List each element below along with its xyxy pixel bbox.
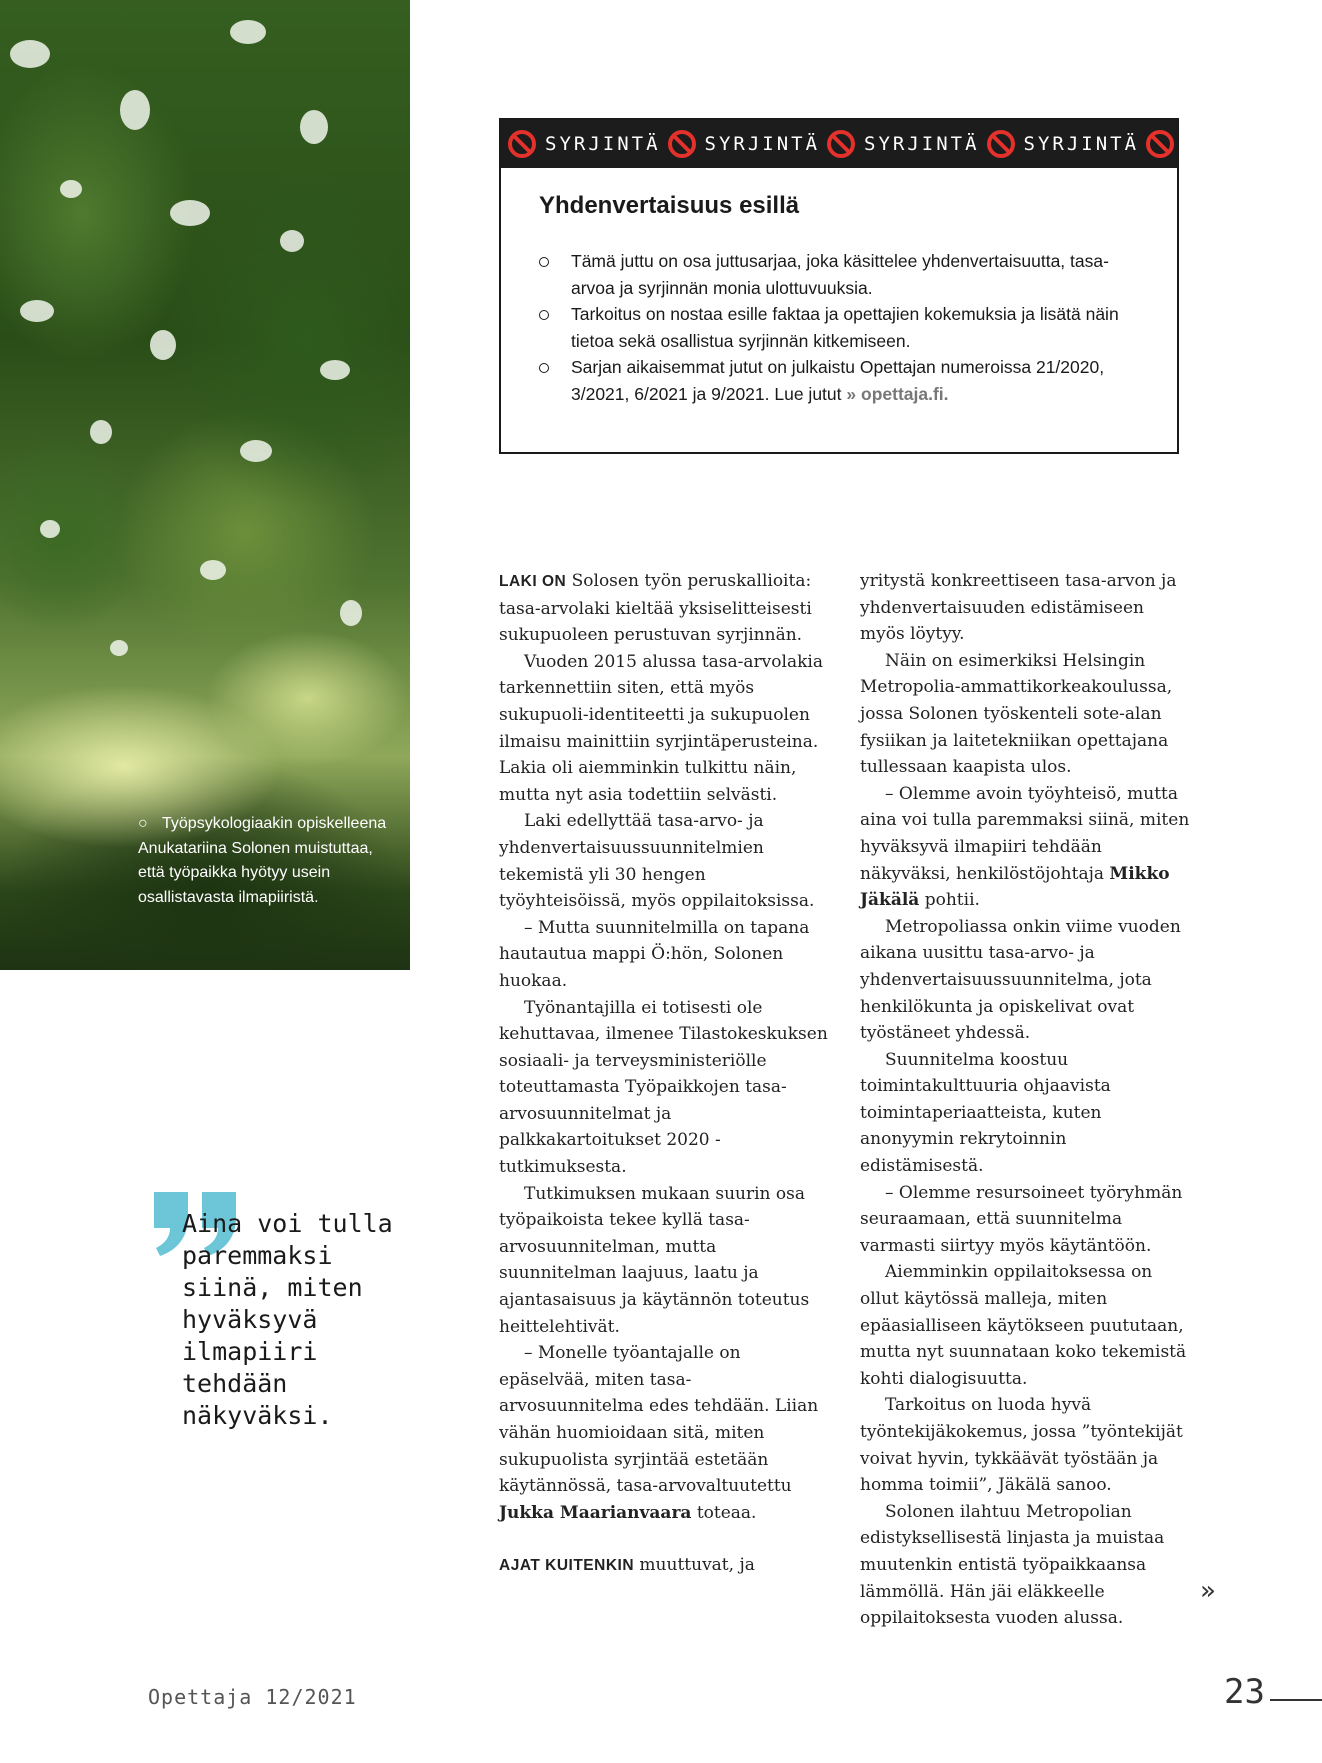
paragraph: yritystä konkreettiseen tasa-arvon ja yhdenvertaisuuden edistämiseen myös löytyy.	[860, 571, 1177, 645]
no-sign-icon	[667, 129, 697, 159]
paragraph: – Olemme avoin työyhteisö, mutta aina voi tulla paremmaksi siinä, miten hyväksyvä ilmapiiri tehdään näkyväksi, henkilöstöjohtaja Mikko Jäkälä pohtii.	[860, 783, 1190, 911]
circle-bullet-icon	[539, 310, 549, 320]
article-column-1	[499, 568, 829, 1580]
caption-bullet: ○	[138, 815, 148, 832]
cover-photo	[0, 0, 410, 970]
caption-text: Työpsykologiaakin opiskelleena Anukatariina Solonen muistuttaa, että työpaikka hyötyy usein osallistavasta ilmapiiristä.	[138, 815, 387, 906]
banner-word: SYRJINTÄ	[704, 133, 821, 155]
paragraph: LAKI ON Solosen työn peruskallioita: tasa-arvolaki kieltää yksiselitteisesti sukupuoleen perustuvan syrjinnän.	[499, 571, 812, 646]
person-name: Mikko Jäkälä	[860, 863, 1170, 911]
paragraph: – Mutta suunnitelmilla on tapana hautautua mappi Ö:hön, Solonen huokaa.	[499, 917, 810, 991]
list-item: Sarjan aikaisemmat jutut on julkaistu Opettajan numeroissa 21/2020, 3/2021, 6/2021 ja 9/2021. Lue jutut » opettaja.fi.	[539, 354, 1139, 407]
circle-bullet-icon	[539, 257, 549, 267]
syrjinta-banner	[501, 120, 1177, 168]
paragraph: AJAT KUITENKIN muuttuvat, ja	[499, 1555, 755, 1576]
paragraph: Vuoden 2015 alussa tasa-arvolakia tarkennettiin siten, että myös sukupuoli-identiteetti ja sukupuolen ilmaisu mainittiin syrjintäperusteina. Lakia oli aiemminkin tulkittu näin, mutta nyt asia todettiin selvästi.	[499, 651, 823, 805]
banner-word: SYRJINTÄ	[1023, 133, 1140, 155]
list-item: Tämä juttu on osa juttusarjaa, joka käsittelee yhdenvertaisuutta, tasa-arvoa ja syrjinnän monia ulottuvuuksia.	[539, 248, 1139, 301]
banner-word: SYRJINTÄ	[545, 133, 661, 155]
no-sign-icon	[507, 129, 537, 159]
circle-bullet-icon	[539, 363, 549, 373]
box-list	[539, 248, 1139, 407]
banner-word: SYRJINTÄ	[864, 133, 980, 155]
list-item: Tarkoitus on nostaa esille faktaa ja opettajien kokemuksia ja lisätä näin tietoa sekä osallistua syrjinnän kitkemiseen.	[539, 301, 1139, 354]
paragraph: Tarkoitus on luoda hyvä työntekijäkokemus, jossa ”työntekijät voivat hyvin, tykkäävät työstään ja homma toimii”, Jäkälä sanoo.	[860, 1395, 1183, 1496]
no-sign-icon	[1145, 129, 1175, 159]
paragraph: Näin on esimerkiksi Helsingin Metropolia-ammattikorkeakoulussa, jossa Solonen työskenteli sote-alan fysiikan ja laitetekniikan opettajana tullessaan kaapista ulos.	[860, 650, 1173, 778]
paragraph: Työnantajilla ei totisesti ole kehuttavaa, ilmenee Tilastokeskuksen sosiaali- ja terveysministeriölle toteuttamasta Työpaikkojen tasa-arvosuunnitelmat ja palkkakartoitukset 2020 -tutkimuksesta.	[499, 997, 828, 1178]
lead-in: AJAT KUITENKIN	[499, 1557, 635, 1575]
photo-caption	[138, 812, 393, 910]
paragraph: Tutkimuksen mukaan suurin osa työpaikoista tekee kyllä tasa-arvosuunnitelman, mutta suunnitelman laajuus, laatu ja ajantasaisuus ja käytännön toteutus heittelehtivät.	[499, 1183, 810, 1337]
box-title: Yhdenvertaisuus esillä	[539, 192, 800, 219]
page-number: 23	[1224, 1672, 1265, 1712]
paragraph: – Olemme resursoineet työryhmän seuraamaan, että suunnitelma varmasti siirtyy myös käytäntöön.	[860, 1182, 1183, 1256]
continue-arrow-icon: »	[1200, 1576, 1216, 1606]
paragraph: Solonen ilahtuu Metropolian edistyksellisestä linjasta ja muistaa muutenkin entistä työpaikkaansa lämmöllä. Hän jäi eläkkeelle oppilaitoksesta vuoden alussa.	[860, 1501, 1165, 1629]
person-name: Jukka Maarianvaara	[499, 1502, 692, 1523]
paragraph: Metropoliassa onkin viime vuoden aikana uusittu tasa-arvo- ja yhdenvertaisuussuunnitelma, jota henkilökunta ja opiskelivat ovat työstäneet yhdessä.	[860, 916, 1181, 1044]
paragraph: Laki edellyttää tasa-arvo- ja yhdenvertaisuussuunnitelmien tekemistä yli 30 hengen työyhteisöissä, myös oppilaitoksissa.	[499, 811, 815, 912]
article-column-2	[860, 568, 1190, 1632]
paragraph: – Monelle työantajalle on epäselvää, miten tasa-arvosuunnitelma edes tehdään. Liian vähän huomioidaan sitä, miten sukupuolista syrjintää estetään käytännössä, tasa-arvovaltuutettu Jukka Maarianvaara toteaa.	[499, 1343, 819, 1523]
publication-label: Opettaja 12/2021	[148, 1685, 357, 1709]
paragraph: Aiemminkin oppilaitoksessa on ollut käytössä malleja, miten epäasialliseen käytökseen puututaan, mutta nyt suunnataan koko tekemistä kohti dialogisuutta.	[860, 1262, 1187, 1389]
no-sign-icon	[986, 129, 1016, 159]
paragraph: Suunnitelma koostuu toimintakulttuuria ohjaavista toimintaperiaatteista, kuten anonyymin rekrytoinnin edistämisestä.	[860, 1049, 1111, 1177]
lead-in: LAKI ON	[499, 573, 567, 590]
page-rule	[1270, 1699, 1322, 1701]
no-sign-icon	[826, 129, 856, 159]
opettaja-link[interactable]: » opettaja.fi.	[846, 383, 949, 404]
pull-quote: Aina voi tulla paremmaksi siinä, miten hyväksyvä ilmapiiri tehdään näkyväksi.	[182, 1209, 393, 1430]
info-box	[499, 118, 1179, 454]
